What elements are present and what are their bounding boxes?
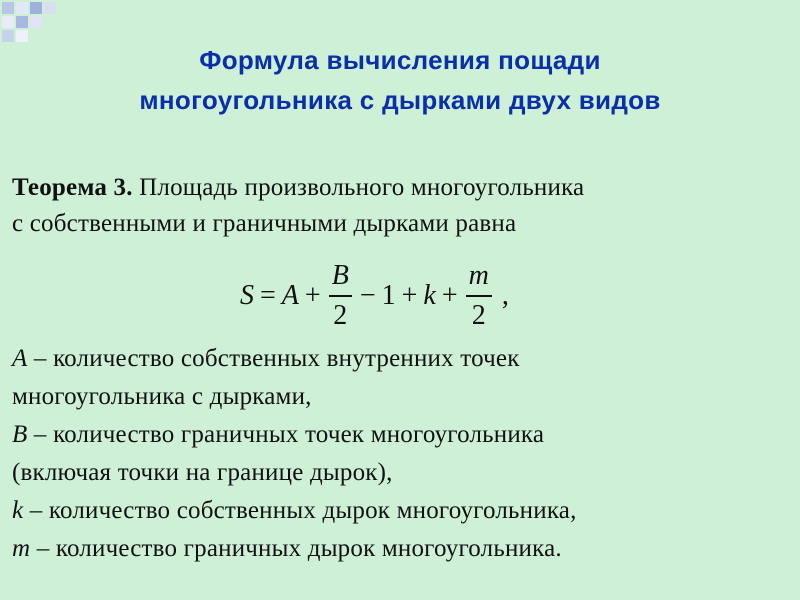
deco-square [44,2,56,14]
definition-line [12,340,792,378]
theorem-text-line-1: Площадь произвольного многоугольника [132,174,585,201]
definition-text: многоугольника с дырками, [12,383,312,410]
formula-term-a: A [281,280,299,311]
slide-title-line-2: многоугольника с дырками двух видов [139,85,661,115]
deco-square [16,16,28,28]
definition-line [12,378,792,416]
deco-square [2,2,14,14]
definition-text: – количество собственных дырок многоугольника, [23,497,577,524]
formula-plus: + [304,280,321,311]
theorem-statement [12,170,792,242]
formula-minus: − [359,280,376,311]
definition-line [12,416,792,454]
area-formula [240,254,509,338]
formula-plus: + [401,280,418,311]
formula-plus: + [441,280,458,311]
formula-one: 1 [381,280,396,311]
fraction-numerator: m [468,260,489,291]
definition-line [12,530,792,568]
definition-text: (включая точки на границе дырок), [12,459,393,486]
deco-square [2,16,14,28]
formula-lhs: S [240,280,254,311]
theorem-text-line-2: с собственными и граничными дырками равна [12,210,517,237]
definition-text: – количество граничных точек многоугольника [27,421,545,448]
slide-title [0,40,800,120]
formula-term-k: k [423,280,436,311]
formula-equals: = [260,280,276,311]
definition-variable: B [12,421,28,448]
slide-title-line-1: Формула вычисления пощади [199,45,601,75]
definition-line [12,454,792,492]
formula-fraction-m [466,257,492,335]
formula-comma: , [501,280,509,311]
deco-square [30,2,42,14]
definition-variable: m [12,535,31,562]
deco-square [16,2,28,14]
formula-fraction-b [329,257,352,335]
definition-line [12,492,792,530]
fraction-denominator: 2 [471,300,486,331]
fraction-denominator: 2 [333,300,348,331]
definition-variable: A [12,345,28,372]
theorem-label: Теорема 3. [12,174,133,201]
definition-text: – количество собственных внутренних точек [27,345,520,372]
variable-definitions [12,340,792,568]
deco-square [30,16,42,28]
definition-text: – количество граничных дырок многоугольника. [30,535,562,562]
definition-variable: k [12,497,24,524]
fraction-numerator: B [331,260,349,291]
